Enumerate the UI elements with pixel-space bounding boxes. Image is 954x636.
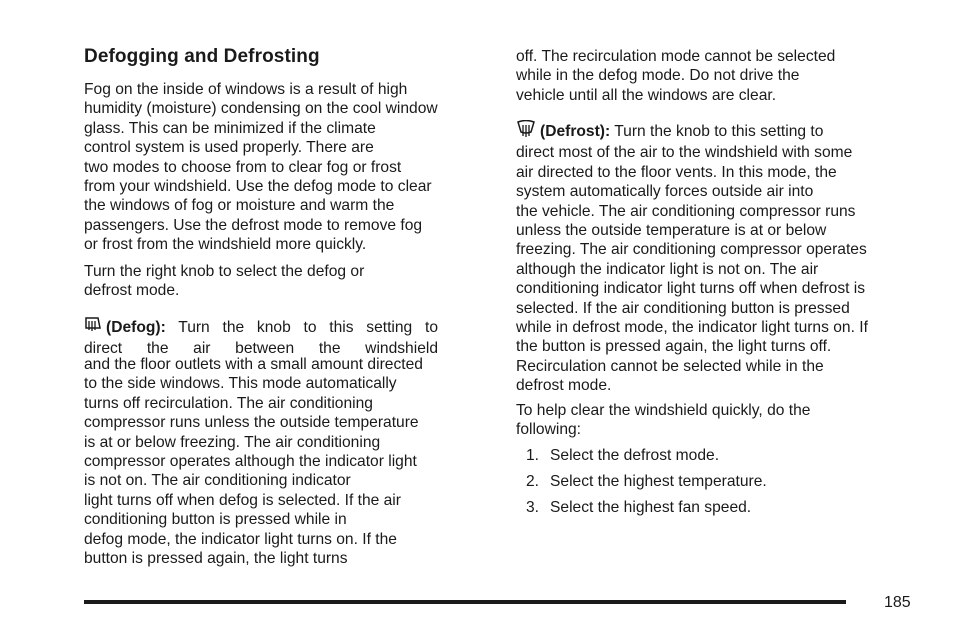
text-line: while in defrost mode, the indicator light turns on. If — [516, 319, 868, 337]
knob-paragraph — [84, 262, 488, 301]
step-number: 2. — [526, 473, 540, 490]
defog-first-line-text: Turn the knob to this setting to — [165, 319, 438, 336]
text-line: is at or below freezing. The air conditioning — [84, 433, 381, 451]
list-item — [516, 443, 922, 469]
defrost-first-line — [516, 120, 922, 143]
text-line: the windows of fog or moisture and warm the — [84, 197, 395, 215]
text-line: defrost mode. — [84, 282, 180, 300]
text-line: passengers. Use the defrost mode to remove fog — [84, 216, 423, 234]
step-text: Select the highest fan speed. — [550, 499, 752, 516]
defrost-first-line-text: Turn the knob to this setting to — [610, 123, 824, 140]
text-line: freezing. The air conditioning compressor operates — [516, 241, 867, 259]
step-text: Select the highest temperature. — [550, 473, 767, 490]
continued-paragraph — [516, 47, 922, 105]
page-heading: Defogging and Defrosting — [84, 46, 320, 67]
help-paragraph — [516, 401, 922, 440]
intro-paragraph — [84, 80, 488, 255]
list-item — [516, 495, 922, 521]
text-line: Turn the right knob to select the defog or — [84, 263, 365, 280]
steps-list — [516, 443, 922, 521]
page-number: 185 — [884, 594, 911, 611]
step-text: Select the defrost mode. — [550, 447, 720, 464]
defog-term: (Defog): — [106, 319, 166, 336]
defrost-paragraph — [516, 120, 922, 396]
text-line: light turns off when defog is selected. If the air — [84, 491, 401, 509]
text-line: the button is pressed again, the light turns off. — [516, 338, 832, 356]
text-line: Recirculation cannot be selected while in the — [516, 357, 824, 375]
footer-rule — [84, 600, 846, 604]
text-line: or frost from the windshield more quickly. — [84, 236, 367, 254]
text-line: selected. If the air conditioning button is pressed — [516, 299, 850, 317]
text-line: direct the air between the windshield — [84, 340, 438, 358]
text-line: to the side windows. This mode automatically — [84, 375, 397, 393]
text-line: conditioning indicator light turns off when defrost is — [516, 280, 866, 298]
text-line: is not on. The air conditioning indicator — [84, 472, 351, 490]
defog-paragraph — [84, 316, 438, 359]
defog-icon — [84, 316, 102, 339]
text-line: system automatically forces outside air into — [516, 183, 814, 201]
text-line: vehicle until all the windows are clear. — [516, 86, 777, 104]
step-number: 3. — [526, 499, 540, 516]
defog-paragraph-body — [84, 355, 488, 568]
text-line: To help clear the windshield quickly, do the — [516, 402, 811, 419]
text-line: compressor runs unless the outside temperature — [84, 414, 419, 432]
text-line: while in the defog mode. Do not drive the — [516, 67, 800, 85]
text-line: air directed to the floor vents. In this mode, the — [516, 163, 837, 181]
list-item — [516, 469, 922, 495]
defrost-term: (Defrost): — [540, 123, 611, 140]
text-line: turns off recirculation. The air conditioning — [84, 394, 373, 412]
text-line: off. The recirculation mode cannot be selected — [516, 48, 836, 65]
text-line: humidity (moisture) condensing on the cool window — [84, 100, 438, 118]
text-line: control system is used properly. There are — [84, 139, 374, 157]
step-number: 1. — [526, 447, 540, 464]
text-line: from your windshield. Use the defog mode to clear — [84, 178, 432, 196]
text-line: direct most of the air to the windshield with some — [516, 144, 853, 162]
text-line: compressor operates although the indicator light — [84, 453, 417, 471]
text-line: defog mode, the indicator light turns on. If the — [84, 530, 397, 548]
text-line: defrost mode. — [516, 377, 612, 395]
text-line: unless the outside temperature is at or below — [516, 222, 827, 240]
defog-first-line — [84, 316, 438, 339]
text-line: following: — [516, 421, 582, 439]
text-line: the vehicle. The air conditioning compressor runs — [516, 202, 856, 220]
text-line: Fog on the inside of windows is a result of high — [84, 81, 408, 98]
text-line: and the floor outlets with a small amount directed — [84, 356, 423, 373]
text-line: although the indicator light is not on. The air — [516, 260, 819, 278]
text-line: two modes to choose from to clear fog or frost — [84, 158, 402, 176]
text-line: conditioning button is pressed while in — [84, 511, 347, 529]
text-line: glass. This can be minimized if the climate — [84, 119, 376, 137]
text-line: button is pressed again, the light turns — [84, 550, 348, 568]
defrost-icon — [516, 120, 536, 143]
